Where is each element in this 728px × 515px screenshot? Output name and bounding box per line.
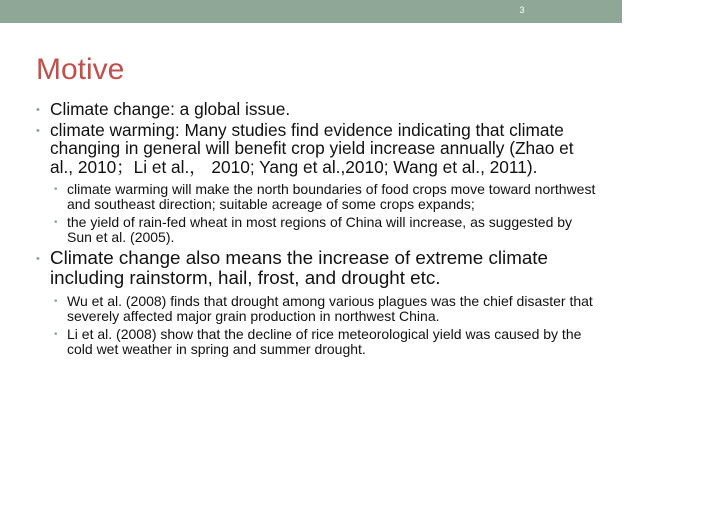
sub-bullet-wheat-yield: [54, 215, 596, 245]
slide-content: [36, 100, 596, 360]
bullet-text: Climate change: a global issue.: [50, 99, 291, 119]
sub-bullet-boundaries: [54, 182, 596, 212]
sub-bullet-text: Li et al. (2008) show that the decline of rice meteorological yield was caused by the cold wet weather in spring and summer drought.: [67, 326, 582, 357]
bullet-text: Climate change also means the increase of extreme climate including rainstorm, hail, frost, and drought etc.: [50, 247, 548, 288]
sub-bullet-rice-yield: [54, 327, 596, 357]
bullet-text: climate warming: Many studies find evidence indicating that climate changing in general will benefit crop yield increase annually (Zhao et al., 2010；Li et al.， 2010; Yang et al.,2010; Wang et al., 2011).: [50, 119, 574, 177]
bullet-icon: •: [54, 184, 58, 195]
sub-bullet-text: Wu et al. (2008) finds that drought among various plagues was the chief disaster that severely affected major grain production in northwest China.: [67, 293, 593, 324]
bullet-icon: •: [36, 253, 40, 265]
bullet-icon: •: [36, 104, 40, 116]
slide-title: Motive: [36, 53, 125, 86]
bullet-climate-warming: [36, 121, 596, 177]
bullet-icon: •: [54, 296, 58, 307]
sub-bullet-text: the yield of rain-fed wheat in most regions of China will increase, as suggested by Sun et al. (2005).: [67, 214, 573, 245]
bullet-icon: •: [54, 329, 58, 340]
bullet-icon: •: [54, 217, 58, 228]
right-margin: [622, 0, 728, 515]
sub-bullet-text: climate warming will make the north boundaries of food crops move toward northwest and southeast direction; suitable acreage of some crops expands;: [67, 181, 596, 212]
bullet-icon: •: [36, 124, 40, 137]
bullet-climate-global: [36, 100, 596, 119]
sub-bullet-drought: [54, 294, 596, 324]
slide-number: 3: [519, 5, 525, 15]
bullet-extreme-climate: [36, 248, 596, 288]
